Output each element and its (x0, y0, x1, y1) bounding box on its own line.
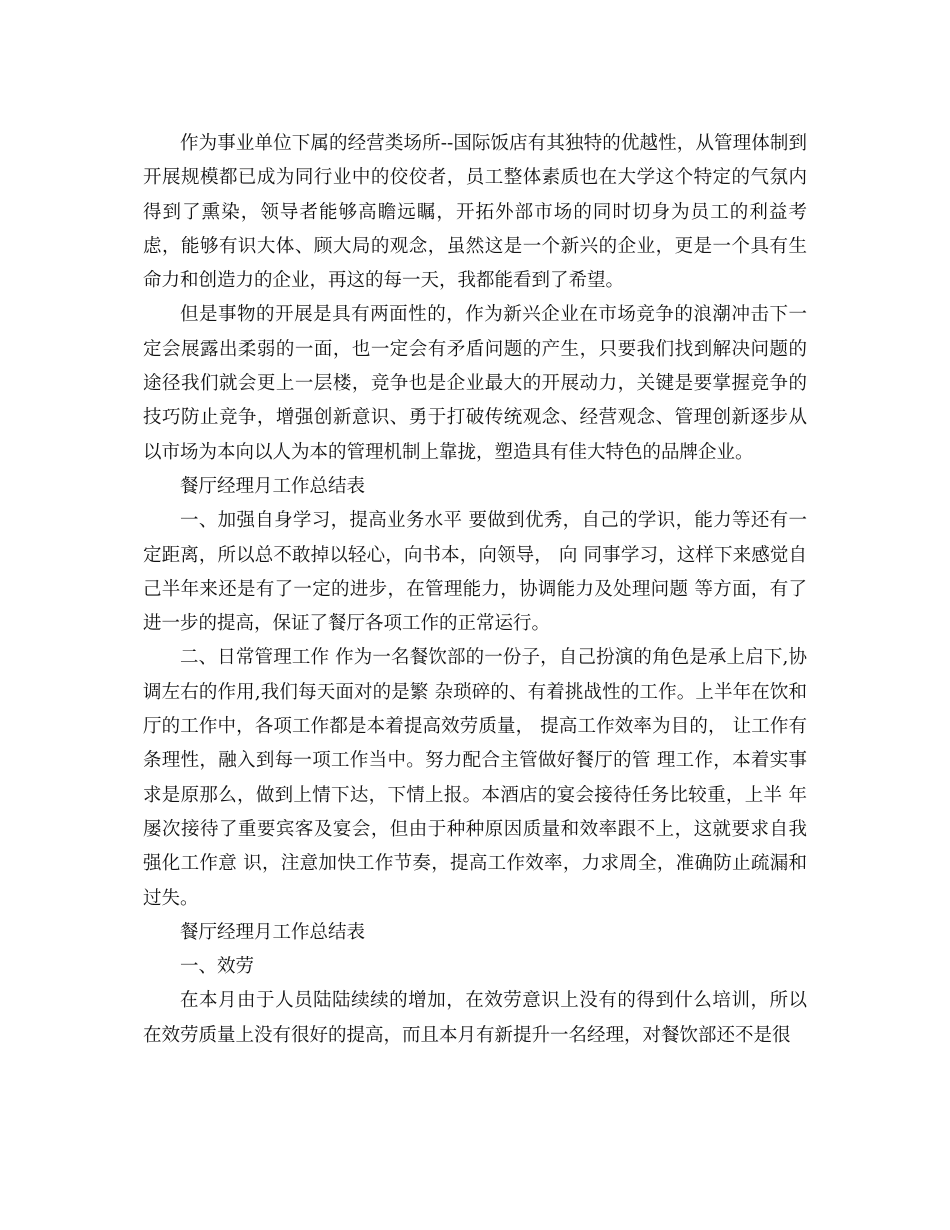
section-heading: 餐厅经理月工作总结表 (180, 921, 366, 943)
paragraph-daily-management: 二、日常管理工作 作为一名餐饮部的一份子，自己扮演的角色是承上启下,协调左右的作用,我们每天面对的是繁 杂琐碎的、有着挑战性的工作。上半年在饮和厅的工作中，各项工作都是本着提高效劳质量， 提高工作效率为目的， 让工作有条理性，融入到每一项工作当中。努力配合主管做好餐厅的管 理工作，本着实事求是原那么，做到上情下达，下情上报。本酒店的宴会接待任务比较重，上半 年屡次接待了重要宾客及宴会，但由于种种原因质量和效率跟不上，这就要求自我强化工作意 识，注意加快工作节奏，提高工作效率，力求周全，准确防止疏漏和过失。 (143, 647, 807, 909)
paragraph-intro: 作为事业单位下属的经营类场所--国际饭店有其独特的优越性，从管理体制到开展规模都已成为同行业中的佼佼者，员工整体素质也在大学这个特定的气氛内得到了熏染，领导者能够高瞻远瞩，开拓外部市场的同时切身为员工的利益考虑，能够有识大体、顾大局的观念，虽然这是一个新兴的企业，更是一个具有生命力和创造力的企业，再这的每一天，我都能看到了希望。 (143, 133, 807, 292)
paragraph-service: 在本月由于人员陆陆续续的增加，在效劳意识上没有的得到什么培训，所以在效劳质量上没有很好的提高，而且本月有新提升一名经理，对餐饮部还不是很 (143, 990, 807, 1046)
paragraph-self-study: 一、加强自身学习，提高业务水平 要做到优秀，自己的学识，能力等还有一定距离，所以总不敢掉以轻心，向书本，向领导， 向 同事学习，这样下来感觉自己半年来还是有了一定的进步，在管理能力，协调能力及处理问题 等方面，有了进一步的提高，保证了餐厅各项工作的正常运行。 (143, 510, 807, 635)
section-heading: 餐厅经理月工作总结表 (180, 475, 366, 497)
document-body (143, 127, 807, 1053)
paragraph-competition: 但是事物的开展是具有两面性的，作为新兴企业在市场竞争的浪潮冲击下一定会展露出柔弱的一面，也一定会有矛盾问题的产生，只要我们找到解决问题的途径我们就会更上一层楼，竞争也是企业最大的开展动力，关键是要掌握竞争的技巧防止竞争，增强创新意识、勇于打破传统观念、经营观念、管理创新逐步从以市场为本向以人为本的管理机制上靠拢，塑造具有佳大特色的品牌企业。 (143, 304, 807, 463)
subsection-heading: 一、效劳 (180, 956, 255, 978)
